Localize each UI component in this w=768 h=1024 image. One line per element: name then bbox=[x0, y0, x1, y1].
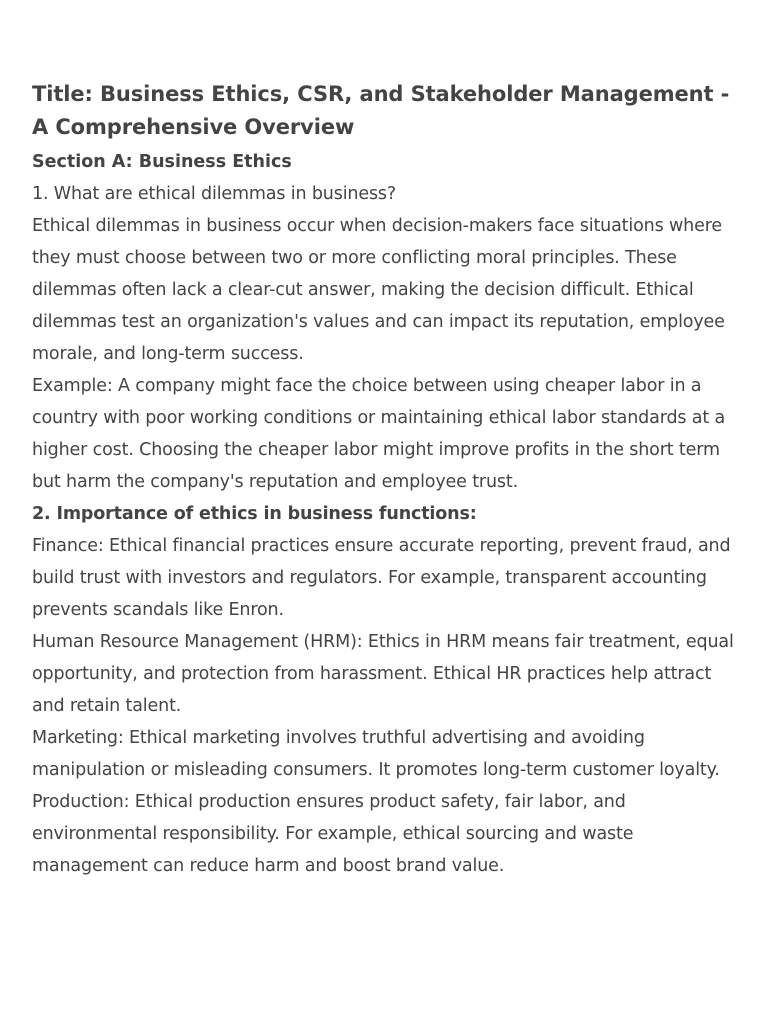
section-a-heading: Section A: Business Ethics bbox=[32, 152, 292, 172]
question-2: 2. Importance of ethics in business functions: bbox=[32, 504, 477, 524]
hrm-paragraph: Human Resource Management (HRM): Ethics in HRM means fair treatment, equal opportunity, and protection from harassment. Ethical HR practices help attract and retain talent. bbox=[32, 632, 734, 716]
marketing-paragraph: Marketing: Ethical marketing involves truthful advertising and avoiding manipulation or misleading consumers. It promotes long-term customer loyalty. bbox=[32, 728, 720, 780]
question-1-answer: Ethical dilemmas in business occur when decision-makers face situations where they must choose between two or more conflicting moral principles. These dilemmas often lack a clear-cut answer, making the decision difficult. Ethical dilemmas test an organization's values and can impact its reputation, employee morale, and long-term success. bbox=[32, 216, 725, 364]
question-1-example: Example: A company might face the choice between using cheaper labor in a country with poor working conditions or maintaining ethical labor standards at a higher cost. Choosing the cheaper labor might improve profits in the short term but harm the company's reputation and employee trust. bbox=[32, 376, 726, 492]
question-1: 1. What are ethical dilemmas in business? bbox=[32, 184, 397, 204]
production-paragraph: Production: Ethical production ensures product safety, fair labor, and environmental responsibility. For example, ethical sourcing and waste management can reduce harm and boost brand value. bbox=[32, 792, 634, 876]
document-title: Title: Business Ethics, CSR, and Stakeholder Management - A Comprehensive Overview bbox=[32, 82, 730, 139]
finance-paragraph: Finance: Ethical financial practices ensure accurate reporting, prevent fraud, and build trust with investors and regulators. For example, transparent accounting prevents scandals like Enron. bbox=[32, 536, 731, 620]
